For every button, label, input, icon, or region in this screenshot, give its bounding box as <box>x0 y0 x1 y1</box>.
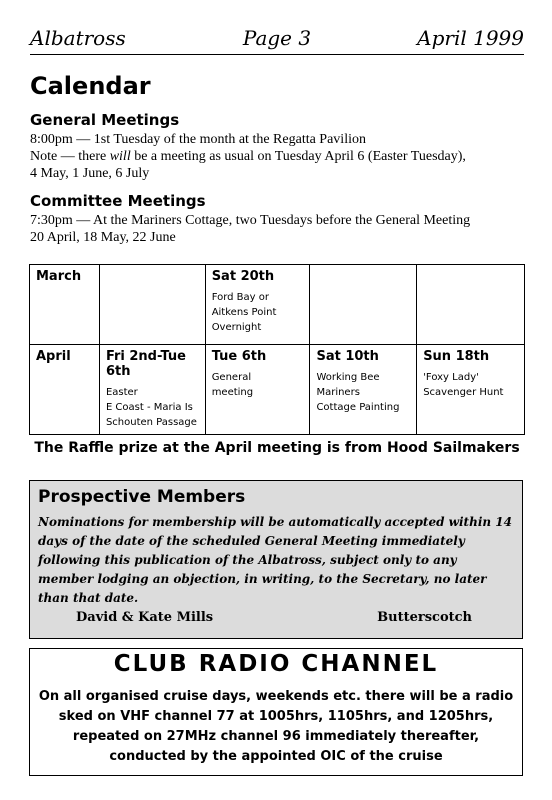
page-title: Calendar <box>30 72 151 100</box>
newsletter-name: Albatross <box>30 26 126 50</box>
page-number: Page 3 <box>242 26 312 50</box>
raffle-notice: The Raffle prize at the April meeting is from Hood Sailmakers <box>34 440 520 456</box>
month-label: March <box>36 269 82 284</box>
prospective-members-heading: Prospective Members <box>38 487 246 507</box>
month-label: April <box>36 349 71 364</box>
calendar-table <box>29 264 525 435</box>
general-meetings-heading: General Meetings <box>30 111 180 129</box>
club-radio-text: On all organised cruise days, weekends etc. there will be a radio sked on VHF channel 77 at 1005hrs, 1105hrs, and 1205hrs, repeated on 27MHz channel 96 immediately thereafter, conducted by the appointed OIC of the cruise <box>38 689 514 764</box>
committee-meetings-heading: Committee Meetings <box>30 192 206 210</box>
table-row: April Fri 2nd-Tue 6th Easter E Coast - Maria Is Schouten Passage Tue 6th General meeting Sat 10th Working Bee Mariners Cottage Painting Sun 18th 'Foxy Lady' Scavenger Hunt <box>30 345 525 435</box>
club-radio-box <box>29 648 523 776</box>
committee-meetings-text: 7:30pm — At the Mariners Cottage, two Tuesdays before the General Meeting 20 April, 18 May, 22 June <box>30 213 471 245</box>
prospective-members-text: Nominations for membership will be automatically accepted within 14 days of the date of the scheduled General Meeting immediately following this publication of the Albatross, subject only to any member lodging an objection, in writing, to the Secretary, no later than that date. <box>38 515 512 605</box>
page-header <box>30 26 524 55</box>
prospective-members-box <box>29 480 523 639</box>
signature-boat: Butterscotch <box>377 610 472 625</box>
signature-name: David & Kate Mills <box>76 610 214 625</box>
general-meetings-text: 8:00pm — 1st Tuesday of the month at the Regatta Pavilion Note — there will be a meeting as usual on Tuesday April 6 (Easter Tuesday), 4 May, 1 June, 6 July <box>30 132 466 181</box>
table-row: March Sat 20th Ford Bay or Aitkens Point Overnight <box>30 265 525 345</box>
issue-date: April 1999 <box>417 26 524 50</box>
club-radio-heading: CLUB RADIO CHANNEL <box>113 651 439 677</box>
